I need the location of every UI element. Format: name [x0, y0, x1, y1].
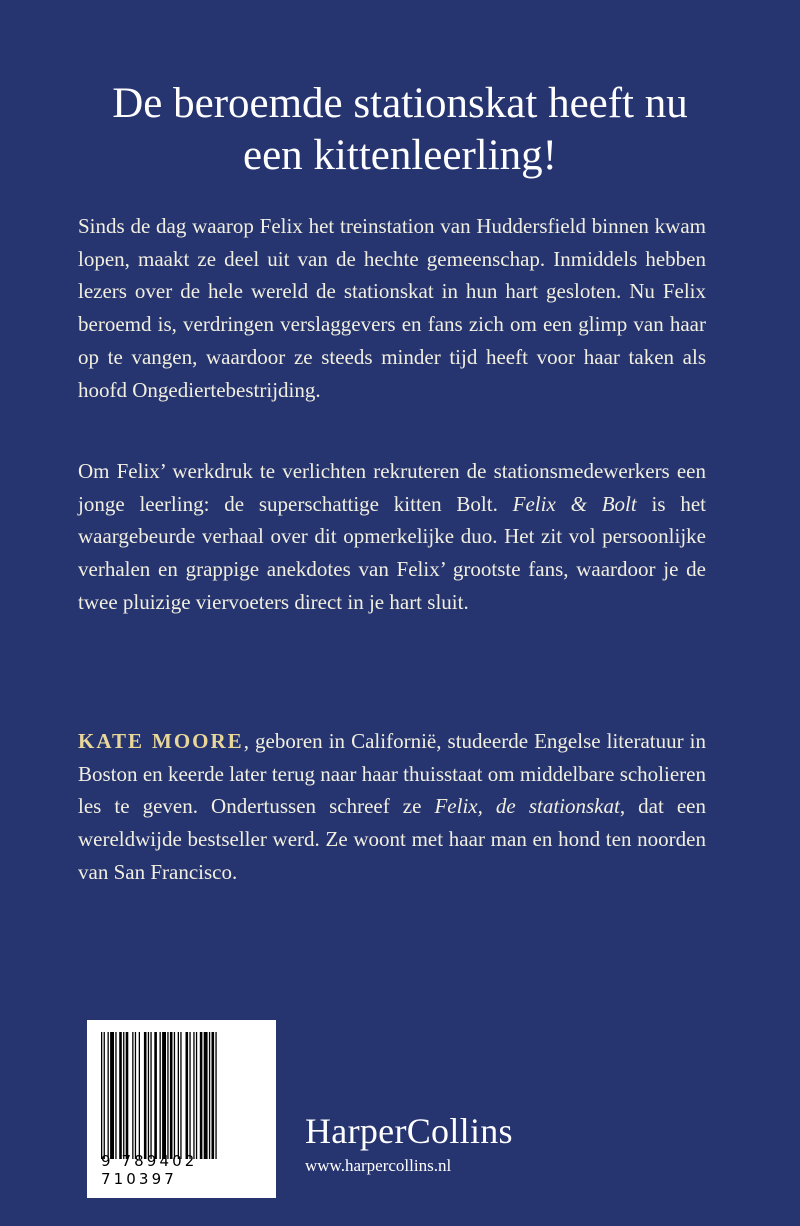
barcode-bar	[162, 1032, 166, 1159]
headline-line-1: De beroemde stationskat heeft nu	[112, 80, 688, 127]
barcode-bar	[189, 1032, 190, 1159]
blurb-paragraph-2	[78, 455, 706, 619]
barcode-bar	[108, 1032, 109, 1159]
barcode-bar	[154, 1032, 157, 1159]
barcode-bar	[139, 1032, 140, 1159]
barcode-bars-icon	[101, 1032, 262, 1159]
barcode-bar	[160, 1032, 161, 1159]
barcode-bar	[193, 1032, 194, 1159]
blurb-paragraph-1: Sinds de dag waarop Felix het treinstation van Huddersfield binnen kwam lopen, maakt ze deel uit van de hechte gemeenschap. Inmiddels hebben lezers over de hele wereld de stationskat in hun hart gesloten. Nu Felix beroemd is, verdringen verslaggevers en fans zich om een glimp van haar op te vangen, waardoor ze steeds minder tijd heeft voor haar taken als hoofd Ongediertebestrijding.	[78, 214, 706, 402]
barcode-bar	[200, 1032, 203, 1159]
author-bio	[78, 725, 706, 889]
barcode-bar	[123, 1032, 124, 1159]
barcode-bar	[148, 1032, 149, 1159]
barcode-bar	[204, 1032, 208, 1159]
isbn-number: 9 789402 710397	[101, 1152, 198, 1188]
barcode-bar	[178, 1032, 179, 1159]
barcode-bar	[115, 1032, 116, 1159]
publisher-url: www.harpercollins.nl	[305, 1156, 452, 1175]
barcode-bar	[101, 1032, 102, 1159]
barcode-bar	[150, 1032, 151, 1159]
blurb-paragraph-2-text-b: is het waargebeurde verhaal over dit opmerkelijke duo. Het zit vol persoonlijke verhalen en grappige anekdotes van Felix’ grootste fans, waardoor je de twee pluizige viervoeters direct in je hart sluit.	[78, 491, 706, 614]
barcode-bar	[174, 1032, 175, 1159]
barcode-bar	[110, 1032, 114, 1159]
barcode-bar	[132, 1032, 133, 1159]
author-name: KATE MOORE	[78, 729, 244, 753]
barcode-bar	[196, 1032, 197, 1159]
headline-line-2: een kittenleerling!	[243, 132, 557, 179]
book-title-felix-bolt: Felix & Bolt	[512, 491, 637, 516]
barcode-bar	[167, 1032, 168, 1159]
author-bio-text-a: , geboren in Californië, studeerde Engelse literatuur in Boston en keerde later terug naar haar thuisstaat om middelbare scholieren les te geven. Ondertussen schreef ze	[78, 729, 706, 819]
barcode-bar	[180, 1032, 181, 1159]
barcode-bar	[135, 1032, 136, 1159]
publisher-logo: HarperCollins	[305, 1111, 513, 1151]
headline	[60, 78, 740, 182]
author-bio-text-b: , dat een wereldwijde bestseller werd. Ze woont met haar man en hond ten noorden van San Francisco.	[78, 794, 706, 884]
barcode-bar	[144, 1032, 147, 1159]
barcode-bar	[170, 1032, 173, 1159]
blurb-paragraph-2-text-a: Om Felix’ werkdruk te verlichten rekruteren de stationsmedewerkers een jonge leerling: de superschattige kitten Bolt.	[78, 459, 706, 516]
barcode-bar	[209, 1032, 210, 1159]
barcode	[87, 1020, 276, 1198]
barcode-bar	[104, 1032, 105, 1159]
barcode-bar	[215, 1032, 216, 1159]
barcode-bar	[126, 1032, 129, 1159]
barcode-bar	[186, 1032, 189, 1159]
book-title-felix-stationskat: Felix, de stationskat	[434, 794, 620, 819]
barcode-bar	[119, 1032, 122, 1159]
barcode-bar	[212, 1032, 215, 1159]
